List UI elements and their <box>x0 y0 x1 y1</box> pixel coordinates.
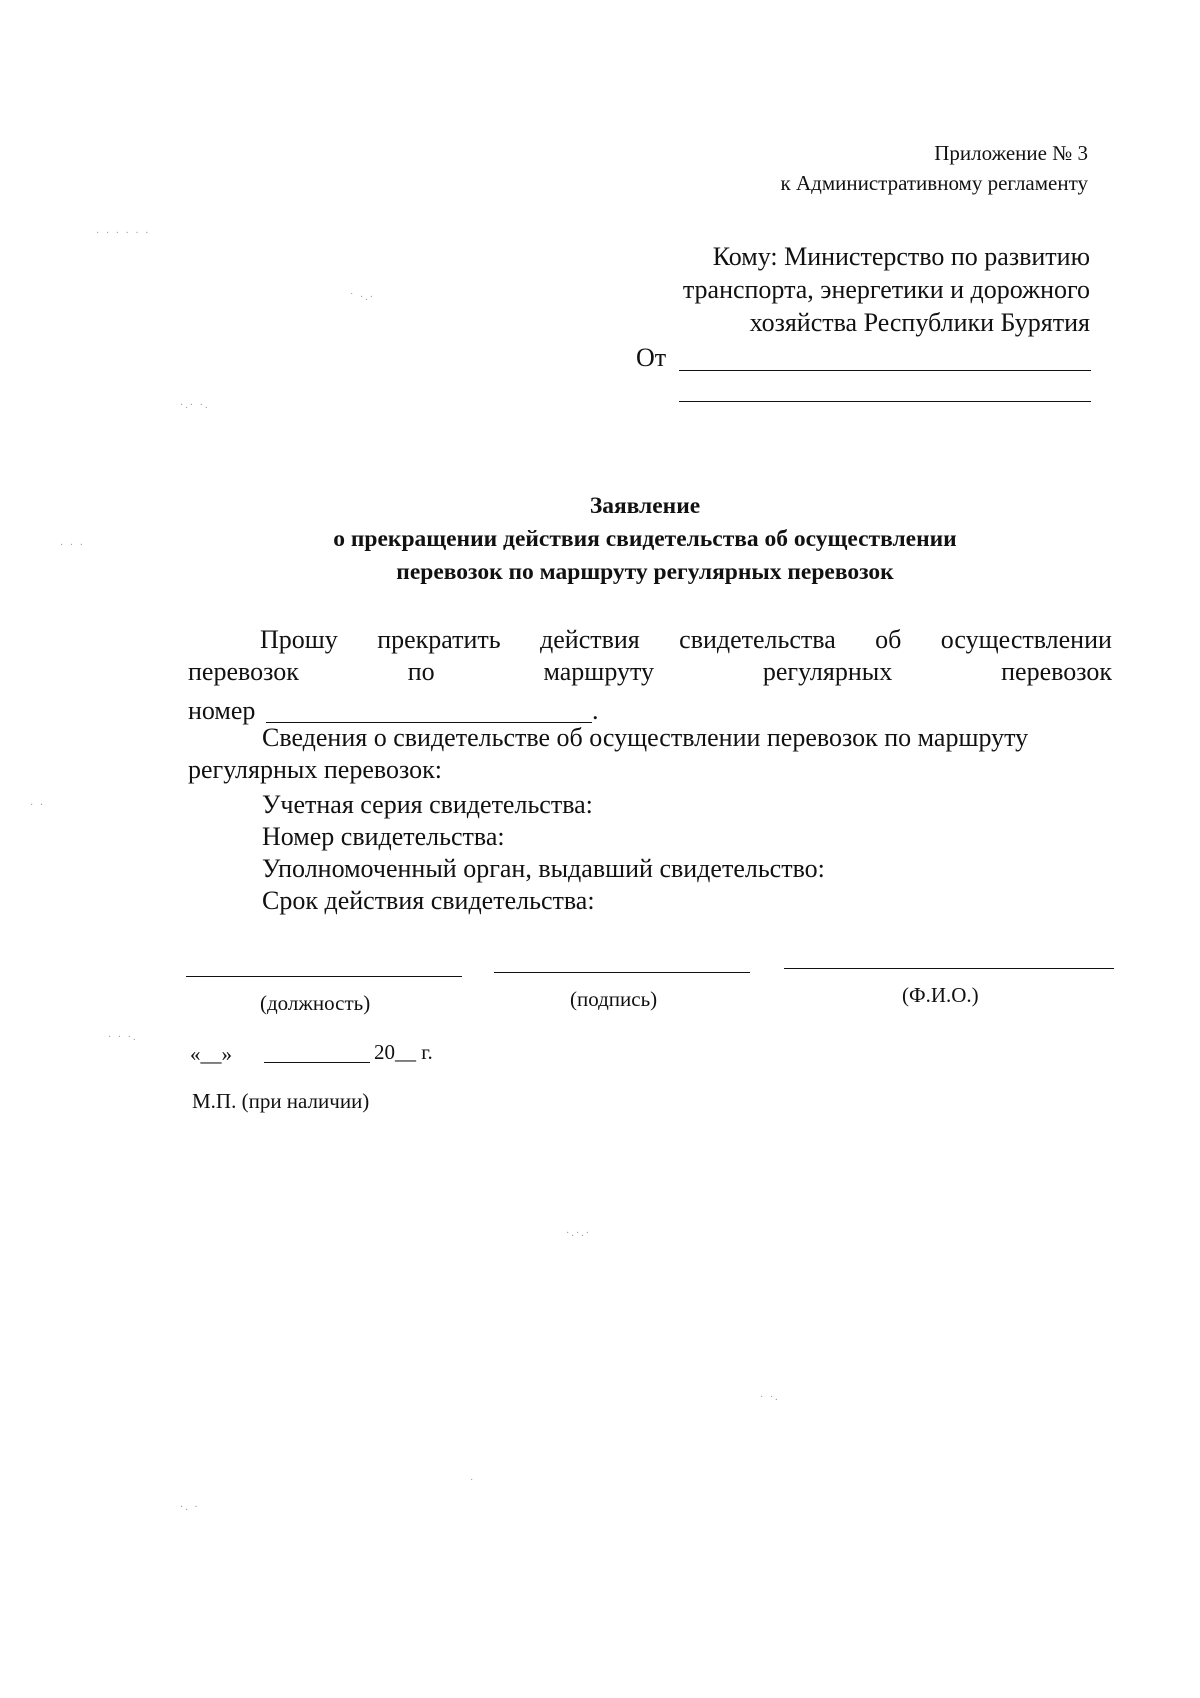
from-label: От <box>636 343 667 372</box>
date-month-line[interactable] <box>264 1062 370 1063</box>
request-word: свидетельства <box>679 625 836 654</box>
title-line-3: перевозок по маршруту регулярных перевозок <box>396 559 894 585</box>
appendix-regulation: к Административному регламенту <box>780 171 1088 195</box>
scan-speck: ·.·.· <box>566 1228 591 1239</box>
scan-speck: · · · · · · <box>96 228 151 239</box>
title-line-2: о прекращении действия свидетельства об осуществлении <box>333 526 957 552</box>
request-line-2 <box>188 656 1112 688</box>
scan-speck: ·. · <box>180 1502 200 1513</box>
number-field-end: . <box>592 696 599 725</box>
position-field-line[interactable] <box>186 976 462 977</box>
scan-speck: · · <box>30 800 46 811</box>
field-term: Срок действия свидетельства: <box>262 886 595 915</box>
addressee-line-3: хозяйства Республики Бурятия <box>749 308 1090 337</box>
scan-speck: · ·. <box>760 1392 780 1403</box>
request-word: действия <box>540 625 640 654</box>
info-line-1: Сведения о свидетельстве об осуществлении перевозок по маршруту <box>262 723 1029 752</box>
scan-speck: · · · <box>60 540 85 551</box>
request-word: прекратить <box>377 625 501 654</box>
request-line-1 <box>260 624 1112 656</box>
name-caption: (Ф.И.О.) <box>902 983 979 1007</box>
request-word: перевозок <box>188 657 299 686</box>
appendix-number: Приложение № 3 <box>934 141 1088 165</box>
number-label: номер <box>188 696 256 725</box>
info-line-2: регулярных перевозок: <box>188 755 442 784</box>
scan-speck: ˙ ·.· <box>350 292 375 303</box>
addressee-line-2: транспорта, энергетики и дорожного <box>682 275 1090 304</box>
field-authority: Уполномоченный орган, выдавший свидетельство: <box>262 854 825 883</box>
request-word: осуществлении <box>940 625 1112 654</box>
signature-field-line[interactable] <box>494 972 750 973</box>
document-title <box>0 490 1200 589</box>
name-field-line[interactable] <box>784 968 1114 969</box>
from-field-line-1[interactable] <box>679 370 1091 371</box>
date-day: «__» <box>190 1042 232 1066</box>
scan-speck: · · ·. <box>108 1032 138 1043</box>
request-word: маршруту <box>543 657 654 686</box>
request-word: по <box>407 657 435 686</box>
field-series: Учетная серия свидетельства: <box>262 790 593 819</box>
addressee-block <box>683 240 1090 339</box>
seal-note: М.П. (при наличии) <box>192 1089 370 1113</box>
from-field-line-2[interactable] <box>679 401 1091 402</box>
addressee-line-1: Кому: Министерство по развитию <box>712 242 1090 271</box>
title-line-1: Заявление <box>589 493 701 519</box>
request-word: об <box>875 625 902 654</box>
position-caption: (должность) <box>260 991 371 1015</box>
request-word: перевозок <box>1001 657 1112 686</box>
scan-speck: ˙ <box>470 1478 476 1489</box>
field-number: Номер свидетельства: <box>262 822 505 851</box>
date-year: 20__ г. <box>374 1040 433 1064</box>
request-word: регулярных <box>762 657 893 686</box>
request-word: Прошу <box>260 625 338 654</box>
scan-speck: ·.· ·. <box>180 400 210 411</box>
appendix-reference <box>781 138 1088 198</box>
signature-caption: (подпись) <box>570 987 658 1011</box>
